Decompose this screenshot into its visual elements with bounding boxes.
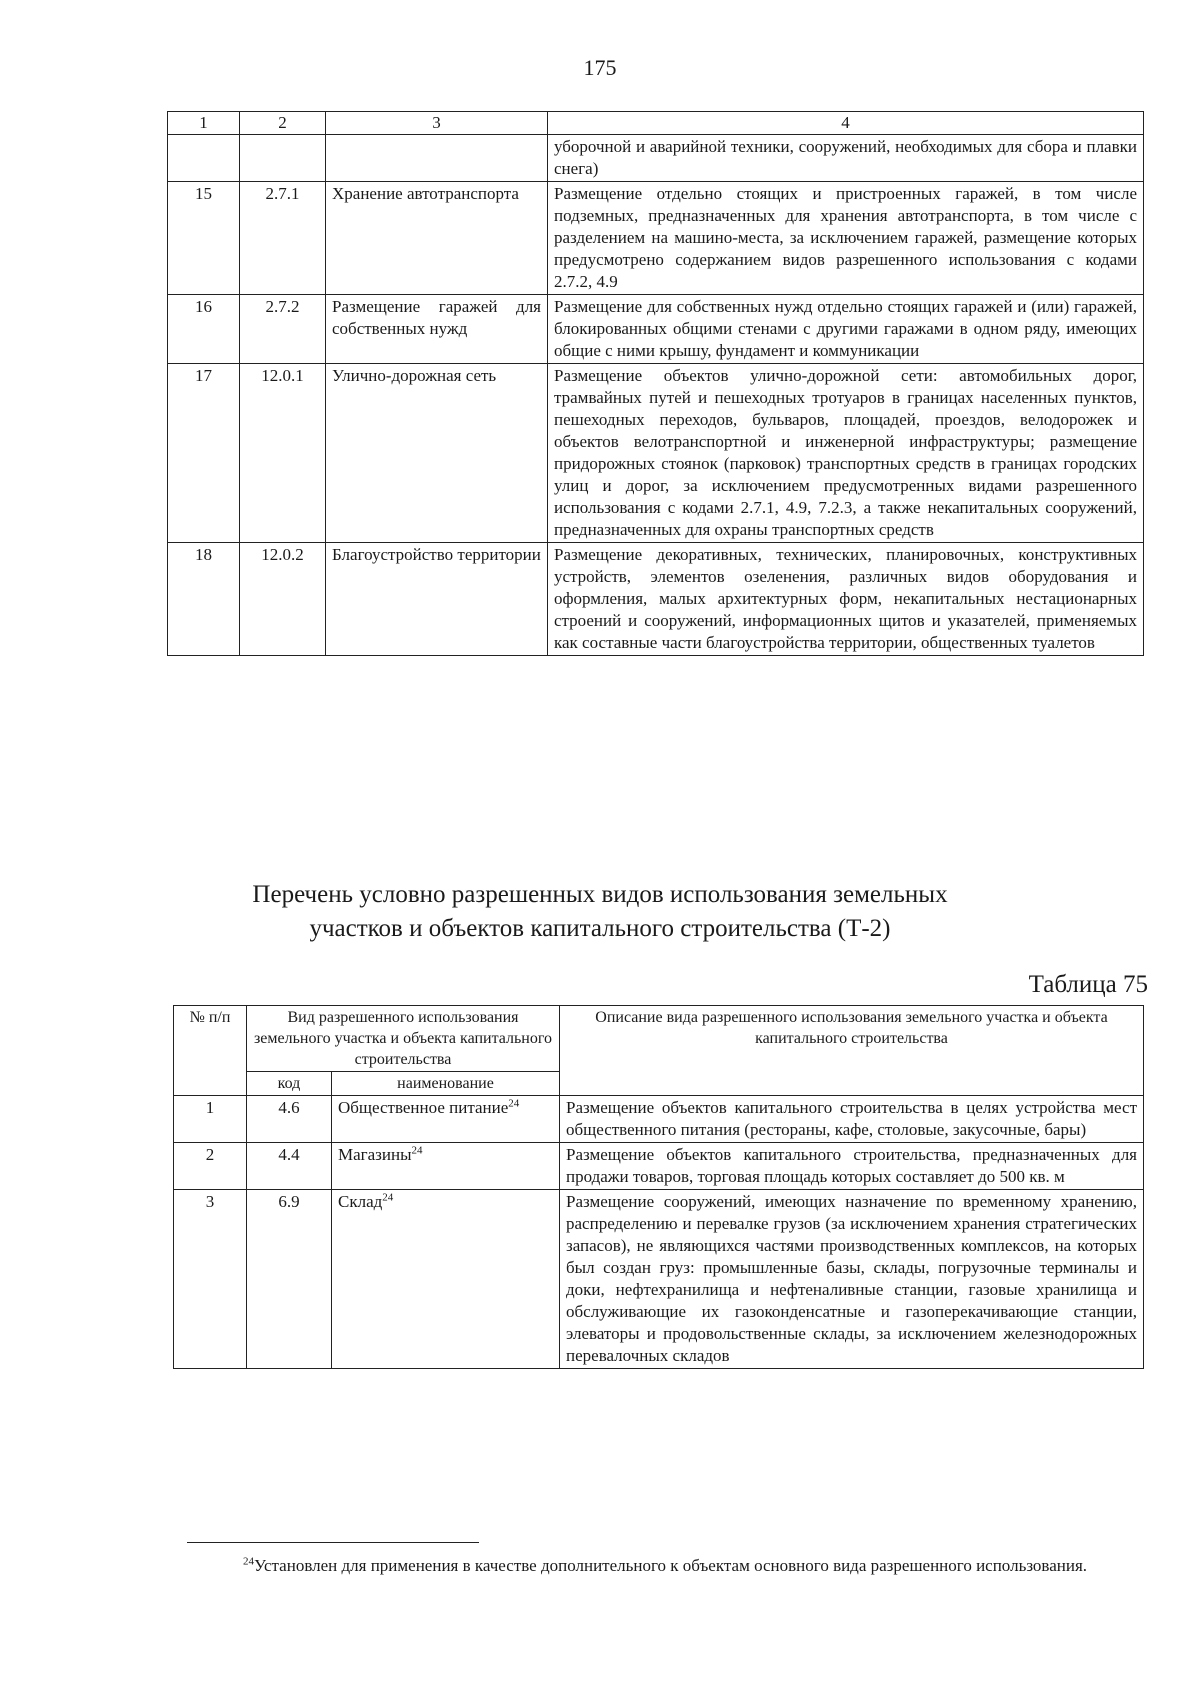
section-title-line: Перечень условно разрешенных видов использования земельных (252, 881, 948, 908)
row-description: Размещение отдельно стоящих и пристроенных гаражей, в том числе подземных, предназначенных для хранения автотранспорта, в том числе с разделением на машино-места, за исключением гаражей, размещение которых предусмотрено содержанием видов разрешенного использования с кодами 2.7.2, 4.9 (548, 182, 1144, 295)
footnote (173, 1554, 1144, 1578)
row-number: 17 (168, 364, 240, 543)
table-row (174, 1190, 1144, 1369)
footnote-divider (187, 1542, 479, 1543)
row-description: Размещение сооружений, имеющих назначение по временному хранению, распределению и перевалке грузов (за исключением хранения стратегических запасов), не являющихся частями производственных комплексов, на которых был создан груз: промышленные базы, склады, погрузочные терминалы и доки, нефтехранилища и нефтеналивные станции, газовые хранилища и обслуживающие их газоконденсатные и газоперекачивающие станции, элеваторы и продовольственные склады, за исключением железнодорожных перевалочных складов (560, 1190, 1144, 1369)
row-code: 12.0.1 (240, 364, 326, 543)
footnote-ref: 24 (508, 1097, 520, 1110)
row-description: Размещение объектов капитального строительства, предназначенных для продажи товаров, торговая площадь которых составляет до 500 кв. м (560, 1143, 1144, 1190)
row-number (168, 135, 240, 182)
table-header-row (174, 1006, 1144, 1072)
header-kind: Вид разрешенного использования земельного участка и объекта капитального строительства (247, 1006, 560, 1072)
row-name: Улично-дорожная сеть (326, 364, 548, 543)
section-title-line: участков и объектов капитального строительства (Т-2) (309, 915, 891, 942)
column-number-row (168, 112, 1144, 135)
footnote-text: Установлен для применения в качестве дополнительного к объектам основного вида разрешенного использования. (254, 1556, 1088, 1575)
column-number: 3 (326, 112, 548, 135)
row-name (326, 135, 548, 182)
row-description: Размещение декоративных, технических, планировочных, конструктивных устройств, элементов озеленения, различных видов оборудования и оформления, малых архитектурных форм, некапитальных нестационарных строений и сооружений, информационных щитов и указателей, применяемых как составные части благоустройства территории, общественных туалетов (548, 543, 1144, 656)
row-number: 1 (174, 1096, 247, 1143)
row-name: Благоустройство территории (326, 543, 548, 656)
header-code: код (247, 1072, 332, 1096)
page-number: 175 (583, 55, 617, 80)
section-title (0, 878, 1200, 946)
row-description: Размещение объектов капитального строительства в целях устройства мест общественного питания (рестораны, кафе, столовые, закусочные, бары) (560, 1096, 1144, 1143)
row-name: Склад (338, 1192, 383, 1211)
footnote-ref: 24 (382, 1191, 394, 1204)
footnote-ref: 24 (411, 1144, 423, 1157)
row-code: 4.6 (247, 1096, 332, 1143)
table-row (168, 543, 1144, 656)
row-code: 2.7.1 (240, 182, 326, 295)
table-row (168, 295, 1144, 364)
row-name: Магазины (338, 1145, 412, 1164)
land-use-table-continued (167, 111, 1144, 656)
row-name: Общественное питание (338, 1098, 509, 1117)
row-name-cell (332, 1096, 560, 1143)
row-code: 12.0.2 (240, 543, 326, 656)
row-code: 6.9 (247, 1190, 332, 1369)
row-code (240, 135, 326, 182)
table-row (168, 364, 1144, 543)
column-number: 2 (240, 112, 326, 135)
row-code: 2.7.2 (240, 295, 326, 364)
table-row (174, 1096, 1144, 1143)
row-name-cell (332, 1190, 560, 1369)
column-number: 1 (168, 112, 240, 135)
table-row (174, 1143, 1144, 1190)
row-number: 2 (174, 1143, 247, 1190)
row-number: 15 (168, 182, 240, 295)
table-row (168, 135, 1144, 182)
header-description: Описание вида разрешенного использования земельного участка и объекта капитального строительства (560, 1006, 1144, 1096)
row-name: Размещение гаражей для собственных нужд (326, 295, 548, 364)
row-description: Размещение объектов улично-дорожной сети: автомобильных дорог, трамвайных путей и пешеходных тротуаров в границах населенных пунктов, пешеходных переходов, бульваров, площадей, проездов, велодорожек и объектов велотранспортной и инженерной инфраструктуры; размещение придорожных стоянок (парковок) транспортных средств в границах городских улиц и дорог, за исключением предусмотренных видами разрешенного использования с кодами 2.7.1, 4.9, 7.2.3, а также некапитальных сооружений, предназначенных для охраны транспортных средств (548, 364, 1144, 543)
row-number: 3 (174, 1190, 247, 1369)
footnote-marker: 24 (243, 1555, 254, 1568)
table-75 (173, 1005, 1144, 1369)
row-name-cell (332, 1143, 560, 1190)
column-number: 4 (548, 112, 1144, 135)
header-number: № п/п (174, 1006, 247, 1096)
row-code: 4.4 (247, 1143, 332, 1190)
header-name: наименование (332, 1072, 560, 1096)
row-number: 16 (168, 295, 240, 364)
table-row (168, 182, 1144, 295)
table-label: Таблица 75 (1028, 971, 1148, 998)
row-name: Хранение автотранспорта (326, 182, 548, 295)
row-description: Размещение для собственных нужд отдельно стоящих гаражей и (или) гаражей, блокированных общими стенами с другими гаражами в одном ряду, имеющих общие с ними крышу, фундамент и коммуникации (548, 295, 1144, 364)
row-description: уборочной и аварийной техники, сооружений, необходимых для сбора и плавки снега) (548, 135, 1144, 182)
row-number: 18 (168, 543, 240, 656)
